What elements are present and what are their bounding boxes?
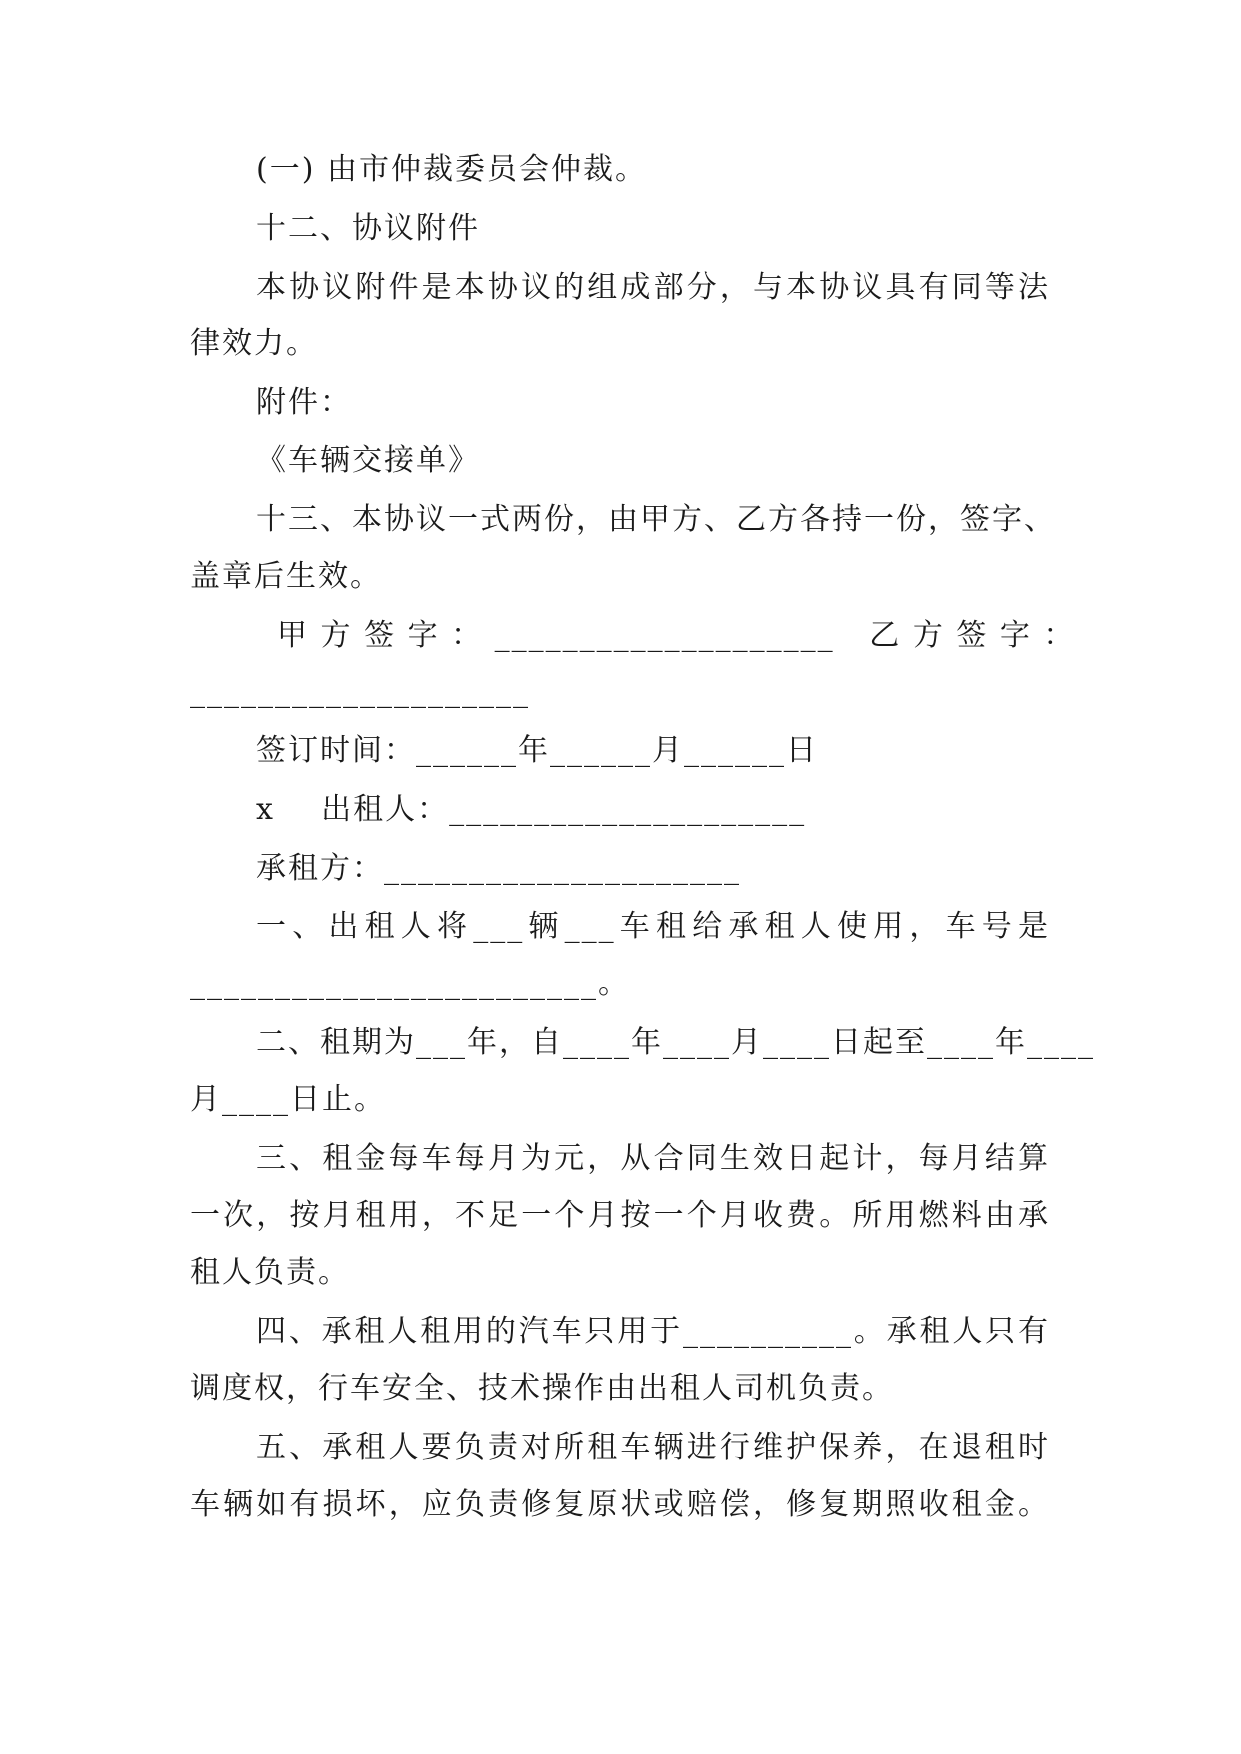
clause-3-line-3: 租人负责。 <box>190 1255 350 1290</box>
attachment-label: 附件： <box>256 385 352 420</box>
clause-1-line-2: ________________________。 <box>190 966 630 1001</box>
clause-2-line-2: 月____日止。 <box>190 1082 386 1117</box>
clause-3-line-1: 三、租金每车每月为元，从合同生效日起计，每月结算 <box>256 1141 1050 1176</box>
section-heading-12: 十二、协议附件 <box>256 211 480 246</box>
clause-3-line-2: 一次，按月租用，不足一个月按一个月收费。所用燃料由承 <box>190 1198 1050 1233</box>
section-13-line-1: 十三、本协议一式两份，由甲方、乙方各持一份，签字、 <box>256 502 1056 537</box>
section-13-line-2: 盖章后生效。 <box>190 559 382 594</box>
clause-arbitration: (一) 由市仲裁委员会仲裁。 <box>256 152 647 187</box>
signature-line-party-a-b: 甲 方 签 字 ： ____________________ 乙 方 签 字 ： <box>277 618 1076 653</box>
clause-5-line-2: 车辆如有损坏，应负责修复原状或赔偿，修复期照收租金。 <box>190 1487 1050 1522</box>
lessee-line: 承租方：_____________________ <box>256 851 741 886</box>
signing-date-line: 签订时间：______年______月______日 <box>256 733 818 768</box>
clause-5-line-1: 五、承租人要负责对所租车辆进行维护保养，在退租时 <box>256 1430 1050 1465</box>
clause-4-line-1: 四、承租人租用的汽车只用于__________。承租人只有 <box>256 1314 1050 1349</box>
paragraph-attachment-line-1: 本协议附件是本协议的组成部分，与本协议具有同等法 <box>256 270 1050 305</box>
lessor-line: x 出租人：_____________________ <box>256 792 807 827</box>
signature-line-party-b-blank: ____________________ <box>190 674 530 709</box>
clause-4-line-2: 调度权，行车安全、技术操作由出租人司机负责。 <box>190 1371 894 1406</box>
attachment-title: 《车辆交接单》 <box>256 443 480 478</box>
paragraph-attachment-line-2: 律效力。 <box>190 326 318 361</box>
clause-2-line-1: 二、租期为___年，自____年____月____日起至____年____ <box>256 1025 1095 1060</box>
clause-1-line-1: 一、出租人将___辆___车租给承租人使用，车号是 <box>256 909 1050 944</box>
